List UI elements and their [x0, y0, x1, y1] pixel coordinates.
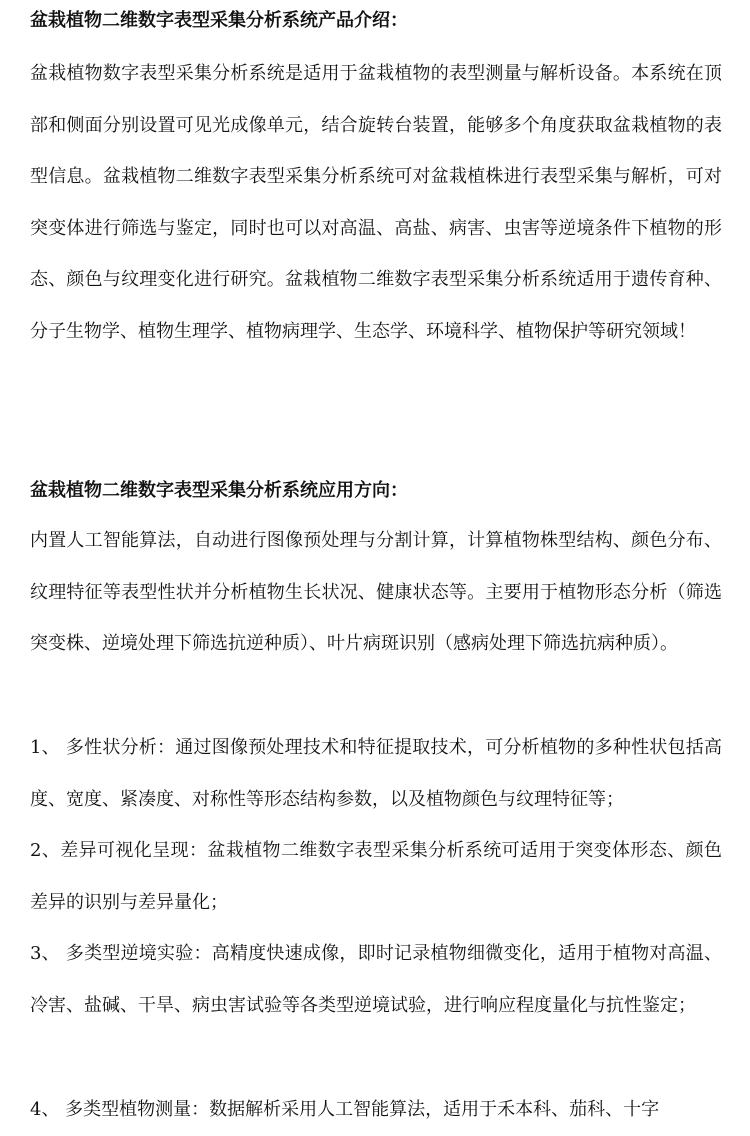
section-heading-applications: 盆栽植物二维数字表型采集分析系统应用方向： — [30, 480, 408, 501]
applications-intro-paragraph: 内置人工智能算法，自动进行图像预处理与分割计算，计算植物株型结构、颜色分布、纹理特征等表型性状并分析植物生长状况、健康状态等。主要用于植物形态分析（筛选突变株、逆境处理下筛选抗逆种质）、叶片病斑识别（感病处理下筛选抗病种质）。 — [30, 530, 722, 654]
list-item: 1、 多性状分析：通过图像预处理技术和特征提取技术，可分析植物的多种性状包括高度、宽度、紧凑度、对称性等形态结构参数，以及植物颜色与纹理特征等； — [30, 737, 722, 810]
intro-paragraph: 盆栽植物数字表型采集分析系统是适用于盆栽植物的表型测量与解析设备。本系统在顶部和侧面分别设置可见光成像单元，结合旋转台装置，能够多个角度获取盆栽植物的表型信息。盆栽植物二维数字表型采集分析系统可对盆栽植株进行表型采集与解析，可对突变体进行筛选与鉴定，同时也可以对高温、高盐、病害、虫害等逆境条件下植物的形态、颜色与纹理变化进行研究。盆栽植物二维数字表型采集分析系统适用于遗传育种、分子生物学、植物生理学、植物病理学、生态学、环境科学、植物保护等研究领域！ — [30, 63, 722, 342]
list-item: 4、 多类型植物测量：数据解析采用人工智能算法，适用于禾本科、茄科、十字 — [30, 1099, 660, 1120]
list-item: 2、差异可视化呈现：盆栽植物二维数字表型采集分析系统可适用于突变体形态、颜色差异的识别与差异量化； — [30, 840, 722, 913]
list-item: 3、 多类型逆境实验：高精度快速成像，即时记录植物细微变化，适用于植物对高温、冷害、盐碱、干旱、病虫害试验等各类型逆境试验，进行响应程度量化与抗性鉴定； — [30, 943, 722, 1016]
section-heading-intro: 盆栽植物二维数字表型采集分析系统产品介绍： — [30, 10, 408, 31]
document-page — [30, 0, 722, 1134]
